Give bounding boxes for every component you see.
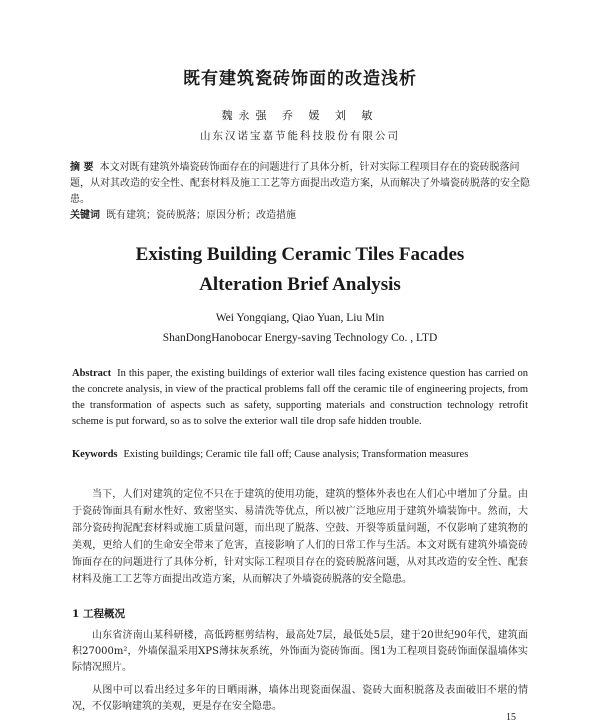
english-title [0, 240, 600, 300]
english-keywords-label: Keywords [72, 449, 118, 460]
chinese-title: 既有建筑瓷砖饰面的改造浅析 [183, 69, 417, 89]
chinese-abstract [70, 160, 530, 208]
english-keywords [72, 447, 528, 463]
english-keywords-text: Existing buildings; Ceramic tile fall off; Cause analysis; Transformation measures [123, 449, 469, 460]
english-authors: Wei Yongqiang, Qiao Yuan, Liu Min [215, 312, 385, 324]
section-heading: 1 工程概况 [72, 608, 125, 620]
body-paragraph-overview: 山东省济南山某科研楼，高低跨框剪结构，最高处7层，最低处5层，建于20世纪90年代，建筑面积27000m²，外墙保温采用XPS薄抹灰系统，外饰面为瓷砖饰面。图1为工程项目瓷砖饰面保温墙体实际情况照片。 [72, 630, 528, 673]
chinese-abstract-text: 本文对既有建筑外墙瓷砖饰面存在的问题进行了具体分析，针对实际工程项目存在的瓷砖脱落问题，从对其改造的安全性、配套材料及施工工艺等方面提出改造方案，从而解决了外墙瓷砖脱落的安全隐患。 [70, 162, 530, 205]
chinese-authors: 魏永强 乔 媛 刘 敏 [221, 109, 379, 122]
page-number: 15 [506, 712, 516, 723]
english-title-line1: Existing Building Ceramic Tiles Facades [135, 244, 465, 265]
english-affiliation: ShanDongHanobocar Energy-saving Technology Co. , LTD [162, 332, 438, 344]
chinese-keywords-label: 关键词 [70, 210, 100, 221]
chinese-keywords-text: 既有建筑；瓷砖脱落；原因分析；改造措施 [106, 210, 296, 221]
english-abstract-text: In this paper, the existing buildings of exterior wall tiles facing existence question has carried on the concrete analysis, in view of the practical problems fall off the ceramic tile of engineering projects, from the transformation of aspects such as safety, supporting materials and construction technology retrofit scheme is put forward, so as to solve the exterior wall tile drop safe hidden trouble. [72, 368, 528, 427]
chinese-keywords [70, 208, 530, 224]
english-abstract [72, 366, 528, 430]
chinese-abstract-label: 摘 要 [70, 162, 94, 173]
chinese-affiliation: 山东汉诺宝嘉节能科技股份有限公司 [200, 130, 400, 142]
english-title-line2: Alteration Brief Analysis [199, 274, 401, 295]
english-abstract-label: Abstract [72, 368, 112, 379]
body-paragraph-figure-note: 从图中可以看出经过多年的日晒雨淋，墙体出现瓷面保温、瓷砖大面积脱落及表面破旧不堪的情况，不仅影响建筑的美观，更是存在安全隐患。 [72, 685, 528, 712]
body-paragraph-intro: 当下，人们对建筑的定位不只在于建筑的使用功能，建筑的整体外表也在人们心中增加了分量。由于瓷砖饰面具有耐水性好、致密坚实、易清洗等优点，所以被广泛地应用于建筑外墙装饰中。然而，大部分瓷砖拘泥配套材料或施工质量问题，而出现了脱落、空鼓、开裂等质量问题，不仅影响了建筑物的美观，更给人们的生命安全带来了危害，直接影响了人们的日常工作与生活。本文对既有建筑外墙瓷砖饰面存在的问题进行了具体分析，针对实际工程项目存在的瓷砖脱落问题，从对其改造的安全性、配套材料及施工工艺等方面提出改造方案，从而解决了外墙瓷砖脱落的安全隐患。 [72, 489, 528, 585]
